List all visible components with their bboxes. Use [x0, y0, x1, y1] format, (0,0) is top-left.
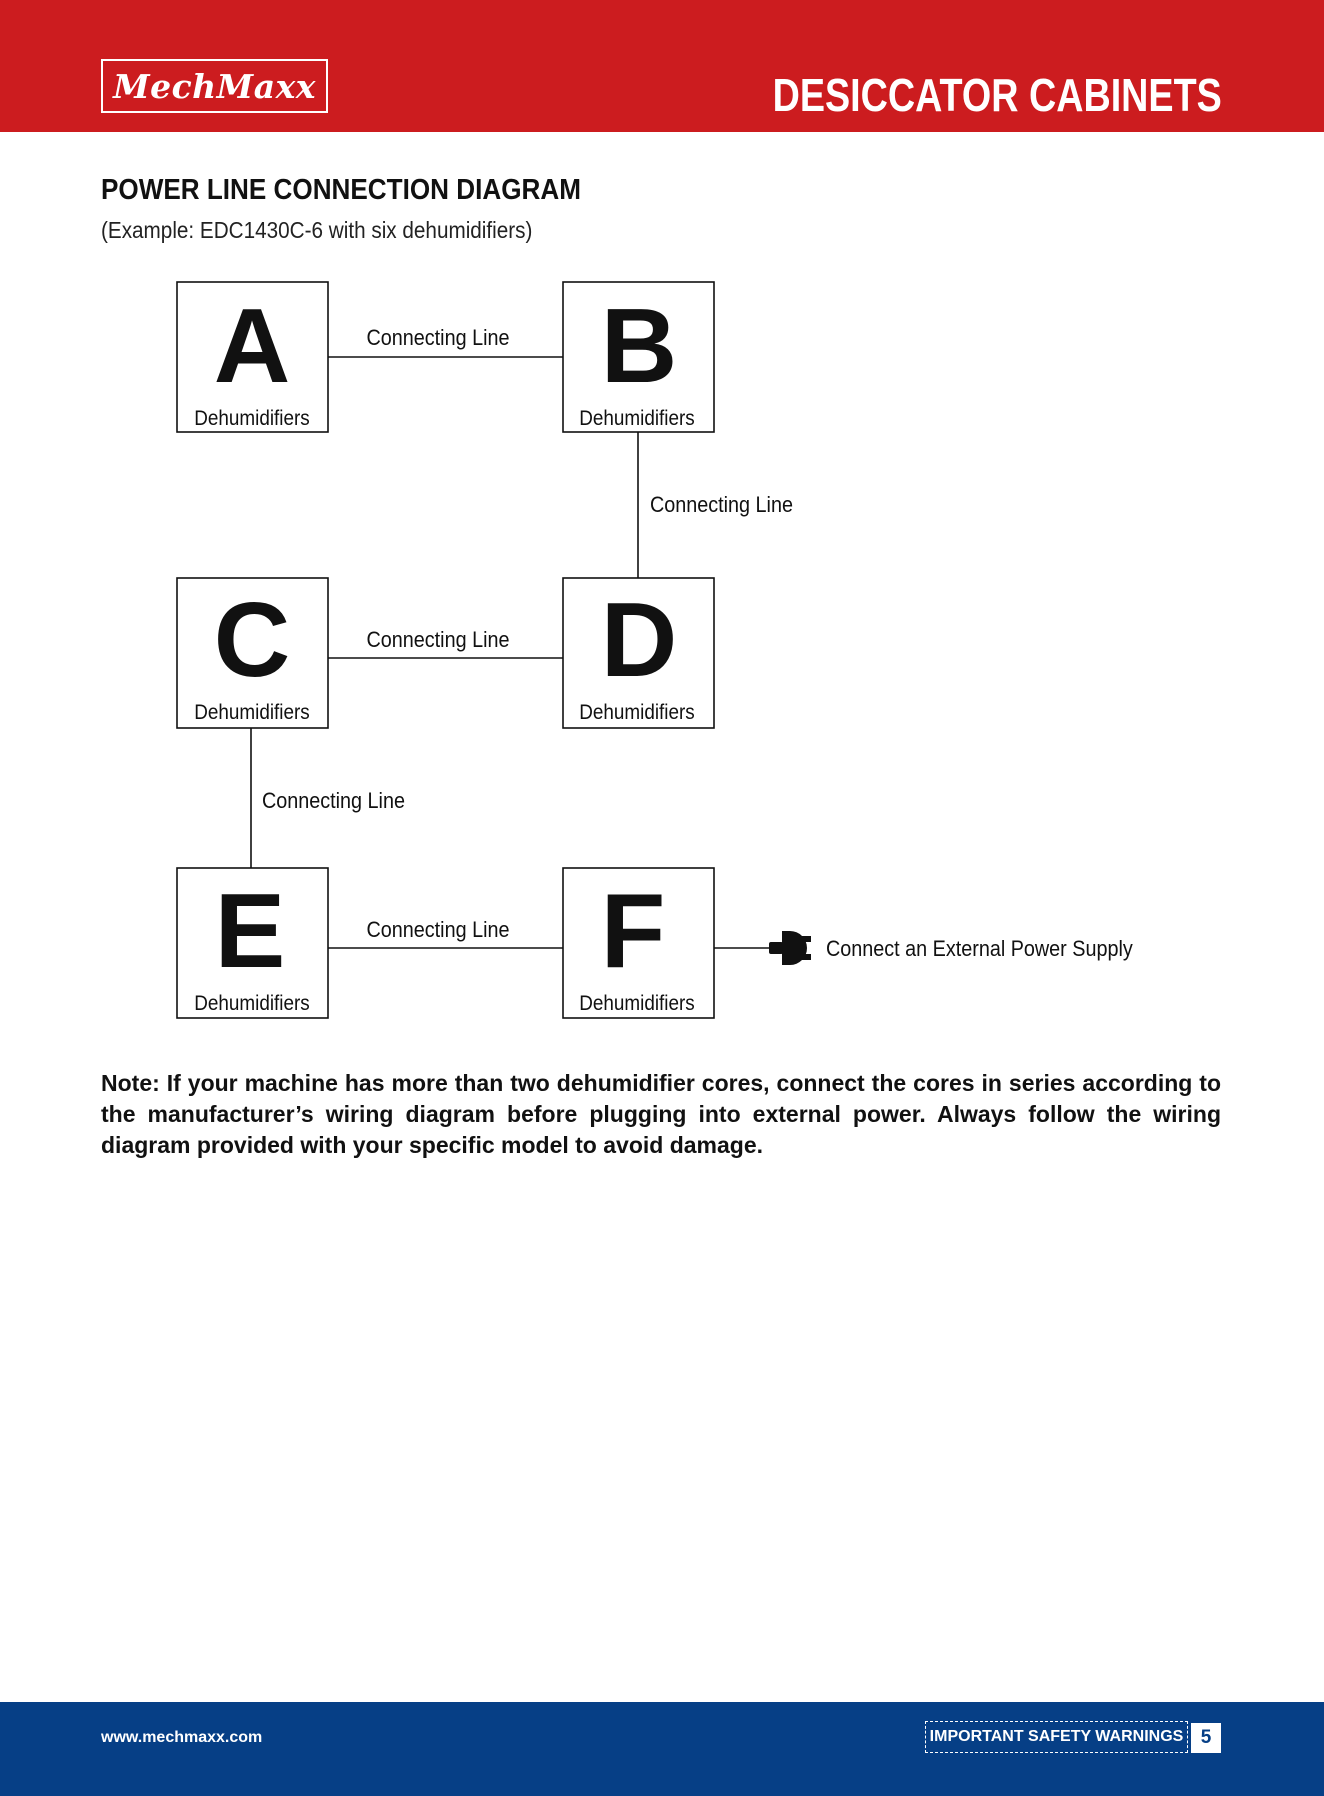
note-paragraph: [101, 1068, 1221, 1161]
power-supply-label: Connect an External Power Supply: [826, 937, 1133, 962]
unit-c-label: Dehumidifiers: [194, 701, 310, 725]
unit-e-label: Dehumidifiers: [194, 992, 310, 1016]
page-number: 5: [1191, 1723, 1221, 1753]
unit-d-label: Dehumidifiers: [579, 701, 695, 725]
unit-c: [177, 578, 328, 728]
unit-c-letter: C: [213, 581, 291, 699]
unit-d-letter: D: [600, 581, 678, 699]
unit-a-label: Dehumidifiers: [194, 407, 310, 431]
page-footer: [0, 1702, 1324, 1796]
unit-b-label: Dehumidifiers: [579, 407, 695, 431]
connector-label-e-f: Connecting Line: [366, 918, 510, 943]
unit-f: [563, 868, 714, 1018]
section-title: POWER LINE CONNECTION DIAGRAM: [101, 174, 581, 206]
unit-f-letter: F: [600, 872, 666, 990]
unit-b-letter: B: [600, 287, 678, 405]
connector-label-a-b: Connecting Line: [366, 326, 510, 351]
note-text: If your machine has more than two dehumidifier cores, connect the cores in series according to the manufacturer’s wiring diagram before plugging into external power. Always follow the wiring diagram provided with your specific model to avoid damage.: [101, 1070, 1221, 1158]
unit-f-label: Dehumidifiers: [579, 992, 695, 1016]
connector-label-c-d: Connecting Line: [366, 628, 510, 653]
unit-e: [177, 868, 328, 1018]
unit-a: [177, 282, 328, 432]
unit-e-letter: E: [214, 872, 286, 990]
connector-label-b-d: Connecting Line: [650, 493, 793, 518]
brand-logo: MechMaxx: [101, 59, 328, 113]
website-link[interactable]: www.mechmaxx.com: [101, 1729, 263, 1746]
unit-b: [563, 282, 714, 432]
connector-label-c-e: Connecting Line: [262, 789, 405, 814]
section-subtitle: (Example: EDC1430C-6 with six dehumidifiers): [101, 217, 533, 243]
document-title: DESICCATOR CABINETS: [772, 69, 1222, 121]
unit-d: [563, 578, 714, 728]
power-plug-icon: [769, 931, 811, 965]
footer-section-title: IMPORTANT SAFETY WARNINGS: [925, 1721, 1188, 1753]
unit-a-letter: A: [213, 287, 291, 405]
note-label: Note:: [101, 1070, 160, 1096]
